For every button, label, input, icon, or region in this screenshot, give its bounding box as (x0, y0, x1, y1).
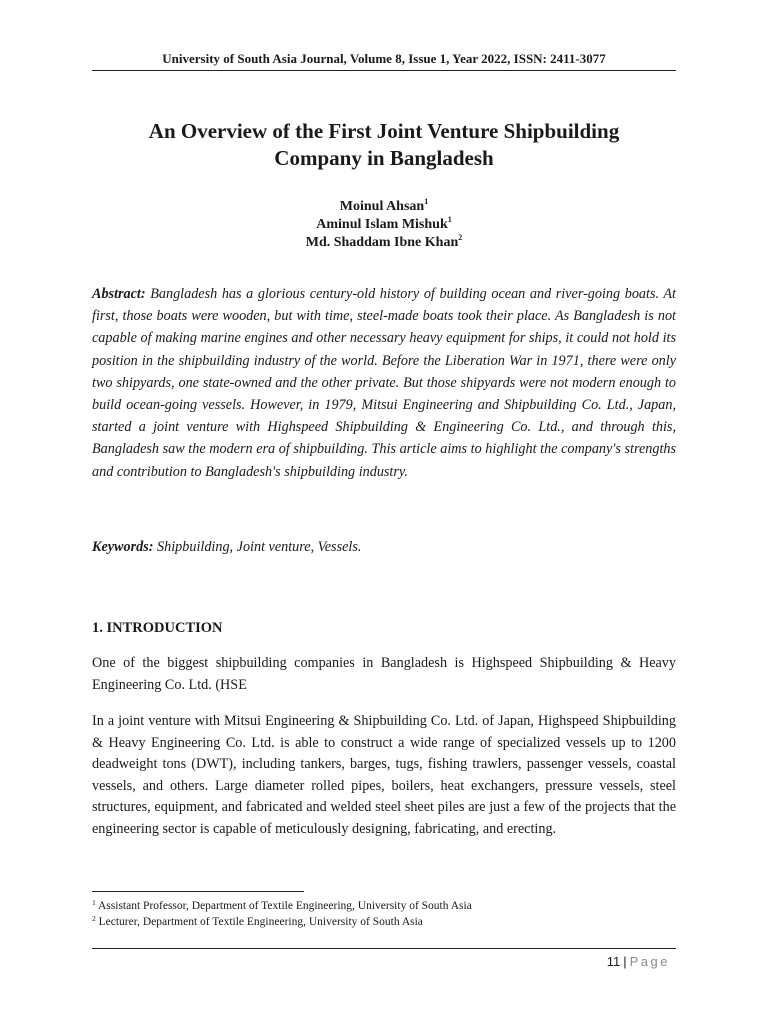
author-affiliation-mark: 1 (424, 197, 429, 206)
author (92, 216, 676, 234)
author-affiliation-mark: 1 (447, 215, 452, 224)
abstract (92, 283, 676, 483)
footnote-text: Lecturer, Department of Textile Engineering, University of South Asia (98, 915, 423, 928)
footnotes (92, 899, 676, 930)
page-footer (607, 953, 670, 971)
author (92, 198, 676, 216)
page-number: 11 (606, 954, 621, 969)
footer-divider (92, 948, 676, 949)
paper-title (92, 118, 676, 172)
footer-separator: | (623, 954, 627, 969)
footnote-divider (92, 891, 304, 892)
abstract-text: Bangladesh has a glorious century-old history of building ocean and river-going boats. At first, those boats were wooden, but with time, steel-made boats took their place. As Bangladesh is not capable of making marine engines and other necessary heavy equipment for ships, it could not hold its position in the shipbuilding industry of the world. Before the Liberation War in 1971, there were only two shipyards, one state-owned and the other private. But those shipyards were not modern enough to build ocean-going vessels. However, in 1979, Mitsui Engineering and Shipbuilding Co. Ltd., Japan, started a joint venture with Highspeed Shipbuilding & Engineering Co. Ltd., and through this, Bangladesh saw the modern era of shipbuilding. This article aims to highlight the company's strengths and contribution to Bangladesh's shipbuilding industry. (92, 286, 676, 480)
author-list (92, 198, 676, 252)
footnote (92, 915, 676, 931)
author-name: Aminul Islam Mishuk (316, 217, 448, 232)
footnote-mark: 2 (92, 913, 96, 923)
keywords (92, 537, 676, 557)
section-heading: 1. INTRODUCTION (92, 620, 223, 636)
title-line-2: Company in Bangladesh (274, 146, 494, 170)
header-divider (92, 70, 676, 71)
journal-header: University of South Asia Journal, Volume 8, Issue 1, Year 2022, ISSN: 2411-3077 (162, 51, 606, 66)
body-paragraph: One of the biggest shipbuilding companies in Bangladesh is Highspeed Shipbuilding & Heavy Engineering Co. Ltd. (HSE (92, 655, 676, 693)
abstract-label: Abstract: (92, 286, 146, 302)
page-word: Page (629, 954, 670, 969)
footnote-text: Assistant Professor, Department of Textile Engineering, University of South Asia (98, 900, 472, 912)
author-name: Md. Shaddam Ibne Khan (305, 235, 459, 250)
footnote-mark: 1 (92, 898, 96, 907)
author (92, 234, 676, 252)
author-affiliation-mark: 2 (458, 233, 463, 242)
author-name: Moinul Ahsan (339, 199, 425, 214)
keywords-label: Keywords: (92, 539, 154, 555)
keywords-text: Shipbuilding, Joint venture, Vessels. (157, 539, 362, 555)
title-line-1: An Overview of the First Joint Venture Shipbuilding (148, 119, 620, 143)
footnote (92, 899, 676, 915)
body-paragraph: In a joint venture with Mitsui Engineering & Shipbuilding Co. Ltd. of Japan, Highspeed Shipbuilding & Heavy Engineering Co. Ltd. is able to construct a wide range of specialized vessels up to 1200 deadweight tons (DWT), including tankers, barges, tugs, fishing trawlers, passenger vessels, coastal vessels, and others. Large diameter rolled pipes, boilers, heat exchangers, pressure vessels, steel structures, equipment, and fabricated and welded steel sheet piles are just a few of the projects that the engineering sector is capable of meticulously designing, fabricating, and erecting. (92, 713, 676, 837)
